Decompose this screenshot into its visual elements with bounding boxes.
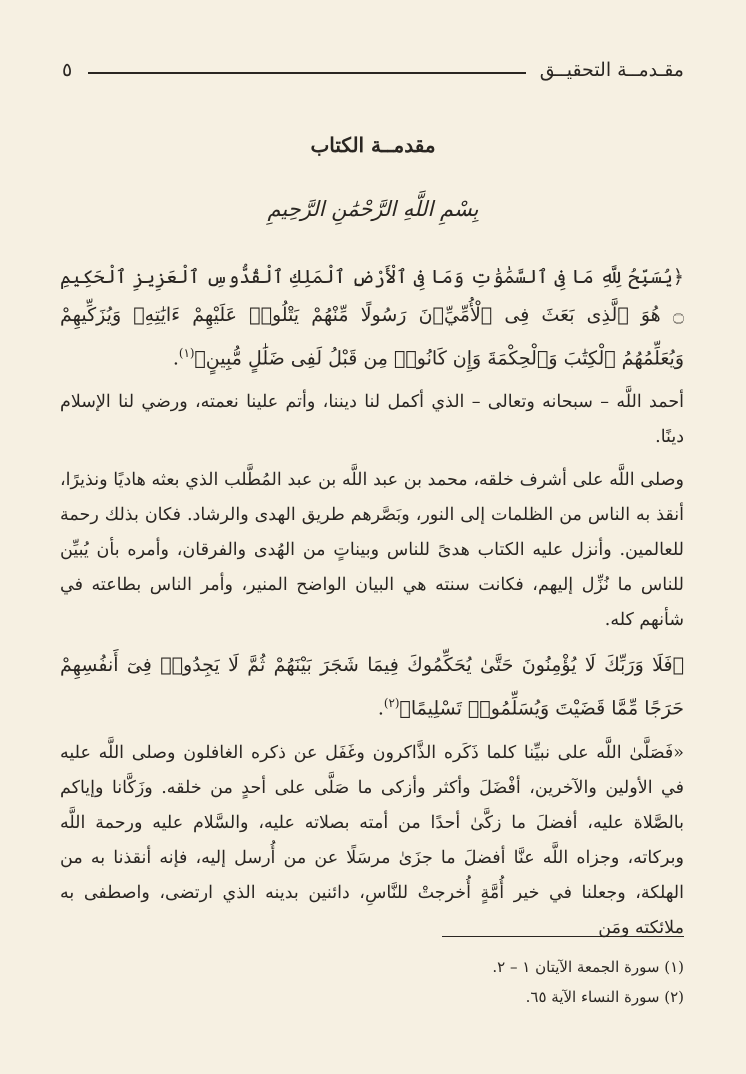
section-heading: مقدمــة الكتاب	[310, 133, 436, 157]
footnote-1: (١) سورة الجمعة الآيتان ١ – ٢.	[492, 958, 684, 976]
body-text	[60, 258, 684, 954]
footnote-rule	[442, 936, 684, 937]
verse-1-text: ﴿يُسَبِّحُ لِلَّهِ مَا فِى ٱلسَّمَٰوَٰتِ وَمَا فِى ٱلْأَرْضِ ٱلْمَلِكِ ٱلْقُدُّوسِ ٱلْعَزِيزِ ٱلْحَكِيمِ ۝ هُوَ ٱلَّذِى بَعَثَ فِى ٱلْأُمِّيِّۦنَ رَسُولًا مِّنْهُمْ يَتْلُوا۟ عَلَيْهِمْ ءَايَٰتِهِۦ وَيُزَكِّيهِمْ وَيُعَلِّمُهُمُ ٱلْكِتَٰبَ وَٱلْحِكْمَةَ وَإِن كَانُوا۟ مِن قَبْلُ لَفِى ضَلَٰلٍ مُّبِينٍ﴾	[60, 266, 684, 370]
footnotes	[300, 952, 684, 1012]
paragraph-2: وصلى اللَّه على أشرف خلقه، محمد بن عبد اللَّه بن عبد المُطَّلب الذي بعثه هاديًا ونذيرًا، أنقذ به الناس من الظلمات إلى النور، وبَصَّرهم طريق الهدى والرشاد. فكان بذلك رحمة للعالمين. وأنزل عليه الكتاب هدىً للناس وبيناتٍ من الهُدى والفرقان، وأمره بأن يُبيِّن للناس ما نُزِّل إليهم، فكانت سنته هي البيان الواضح المنير، وأمر الناس بطاعته في شأنهم كله.	[60, 470, 684, 631]
footnote-mark-1: (١)	[178, 346, 195, 360]
running-header-title: مقـدمــة التحقيــق	[539, 59, 684, 81]
running-header	[62, 58, 684, 82]
header-rule	[88, 72, 526, 74]
verse-1-end: .	[172, 347, 179, 370]
quran-verse-1	[60, 258, 684, 377]
quran-verse-2	[60, 646, 684, 727]
footnote-mark-2: (٢)	[383, 696, 400, 711]
page-number: ٥	[62, 59, 73, 81]
verse-2-end: .	[377, 697, 384, 720]
verse-2-text: ﴿فَلَا وَرَبِّكَ لَا يُؤْمِنُونَ حَتَّىٰ يُحَكِّمُوكَ فِيمَا شَجَرَ بَيْنَهُمْ ثُمَّ لَا يَجِدُوا۟ فِىٓ أَنفُسِهِمْ حَرَجًا مِّمَّا قَضَيْتَ وَيُسَلِّمُوا۟ تَسْلِيمًا﴾	[60, 654, 684, 720]
paragraph-3: «فَصَلَّىٰ اللَّه على نبيِّنا كلما ذَكَره الذَّاكرون وغَفَل عن ذكره الغافلون وصلى اللَّه عليه في الأولين والآخرين، أفْضَلَ وأكثر وأزكى ما صَلَّى على أحدٍ من خلقه. وزَكَّانا وإياكم بالصَّلاة عليه، أفضلَ ما زكَّىٰ أحدًا من أمته بصلاته عليه، والسَّلام عليه ورحمة اللَّه وبركاته، وجزاه اللَّه عنَّا أفضلَ ما جزَىٰ مرسَلًا عن من أُرسل إليه، فإنه أنقذنا به من الهلكة، وجعلنا في خير أُمَّةٍ أُخرجتْ للنَّاسِ، دائنين بدينه الذي ارتضى، واصطفى به ملائكته ومَن	[60, 742, 684, 938]
footnote-2: (٢) سورة النساء الآية ٦٥.	[525, 988, 684, 1006]
paragraph-1: أحمد اللَّه – سبحانه وتعالى – الذي أكمل لنا ديننا، وأتم علينا نعمته، ورضي لنا الإسلام دينًا.	[60, 392, 684, 448]
basmala: بِسْمِ اللَّهِ الرَّحْمَٰنِ الرَّحِيمِ	[267, 197, 479, 221]
